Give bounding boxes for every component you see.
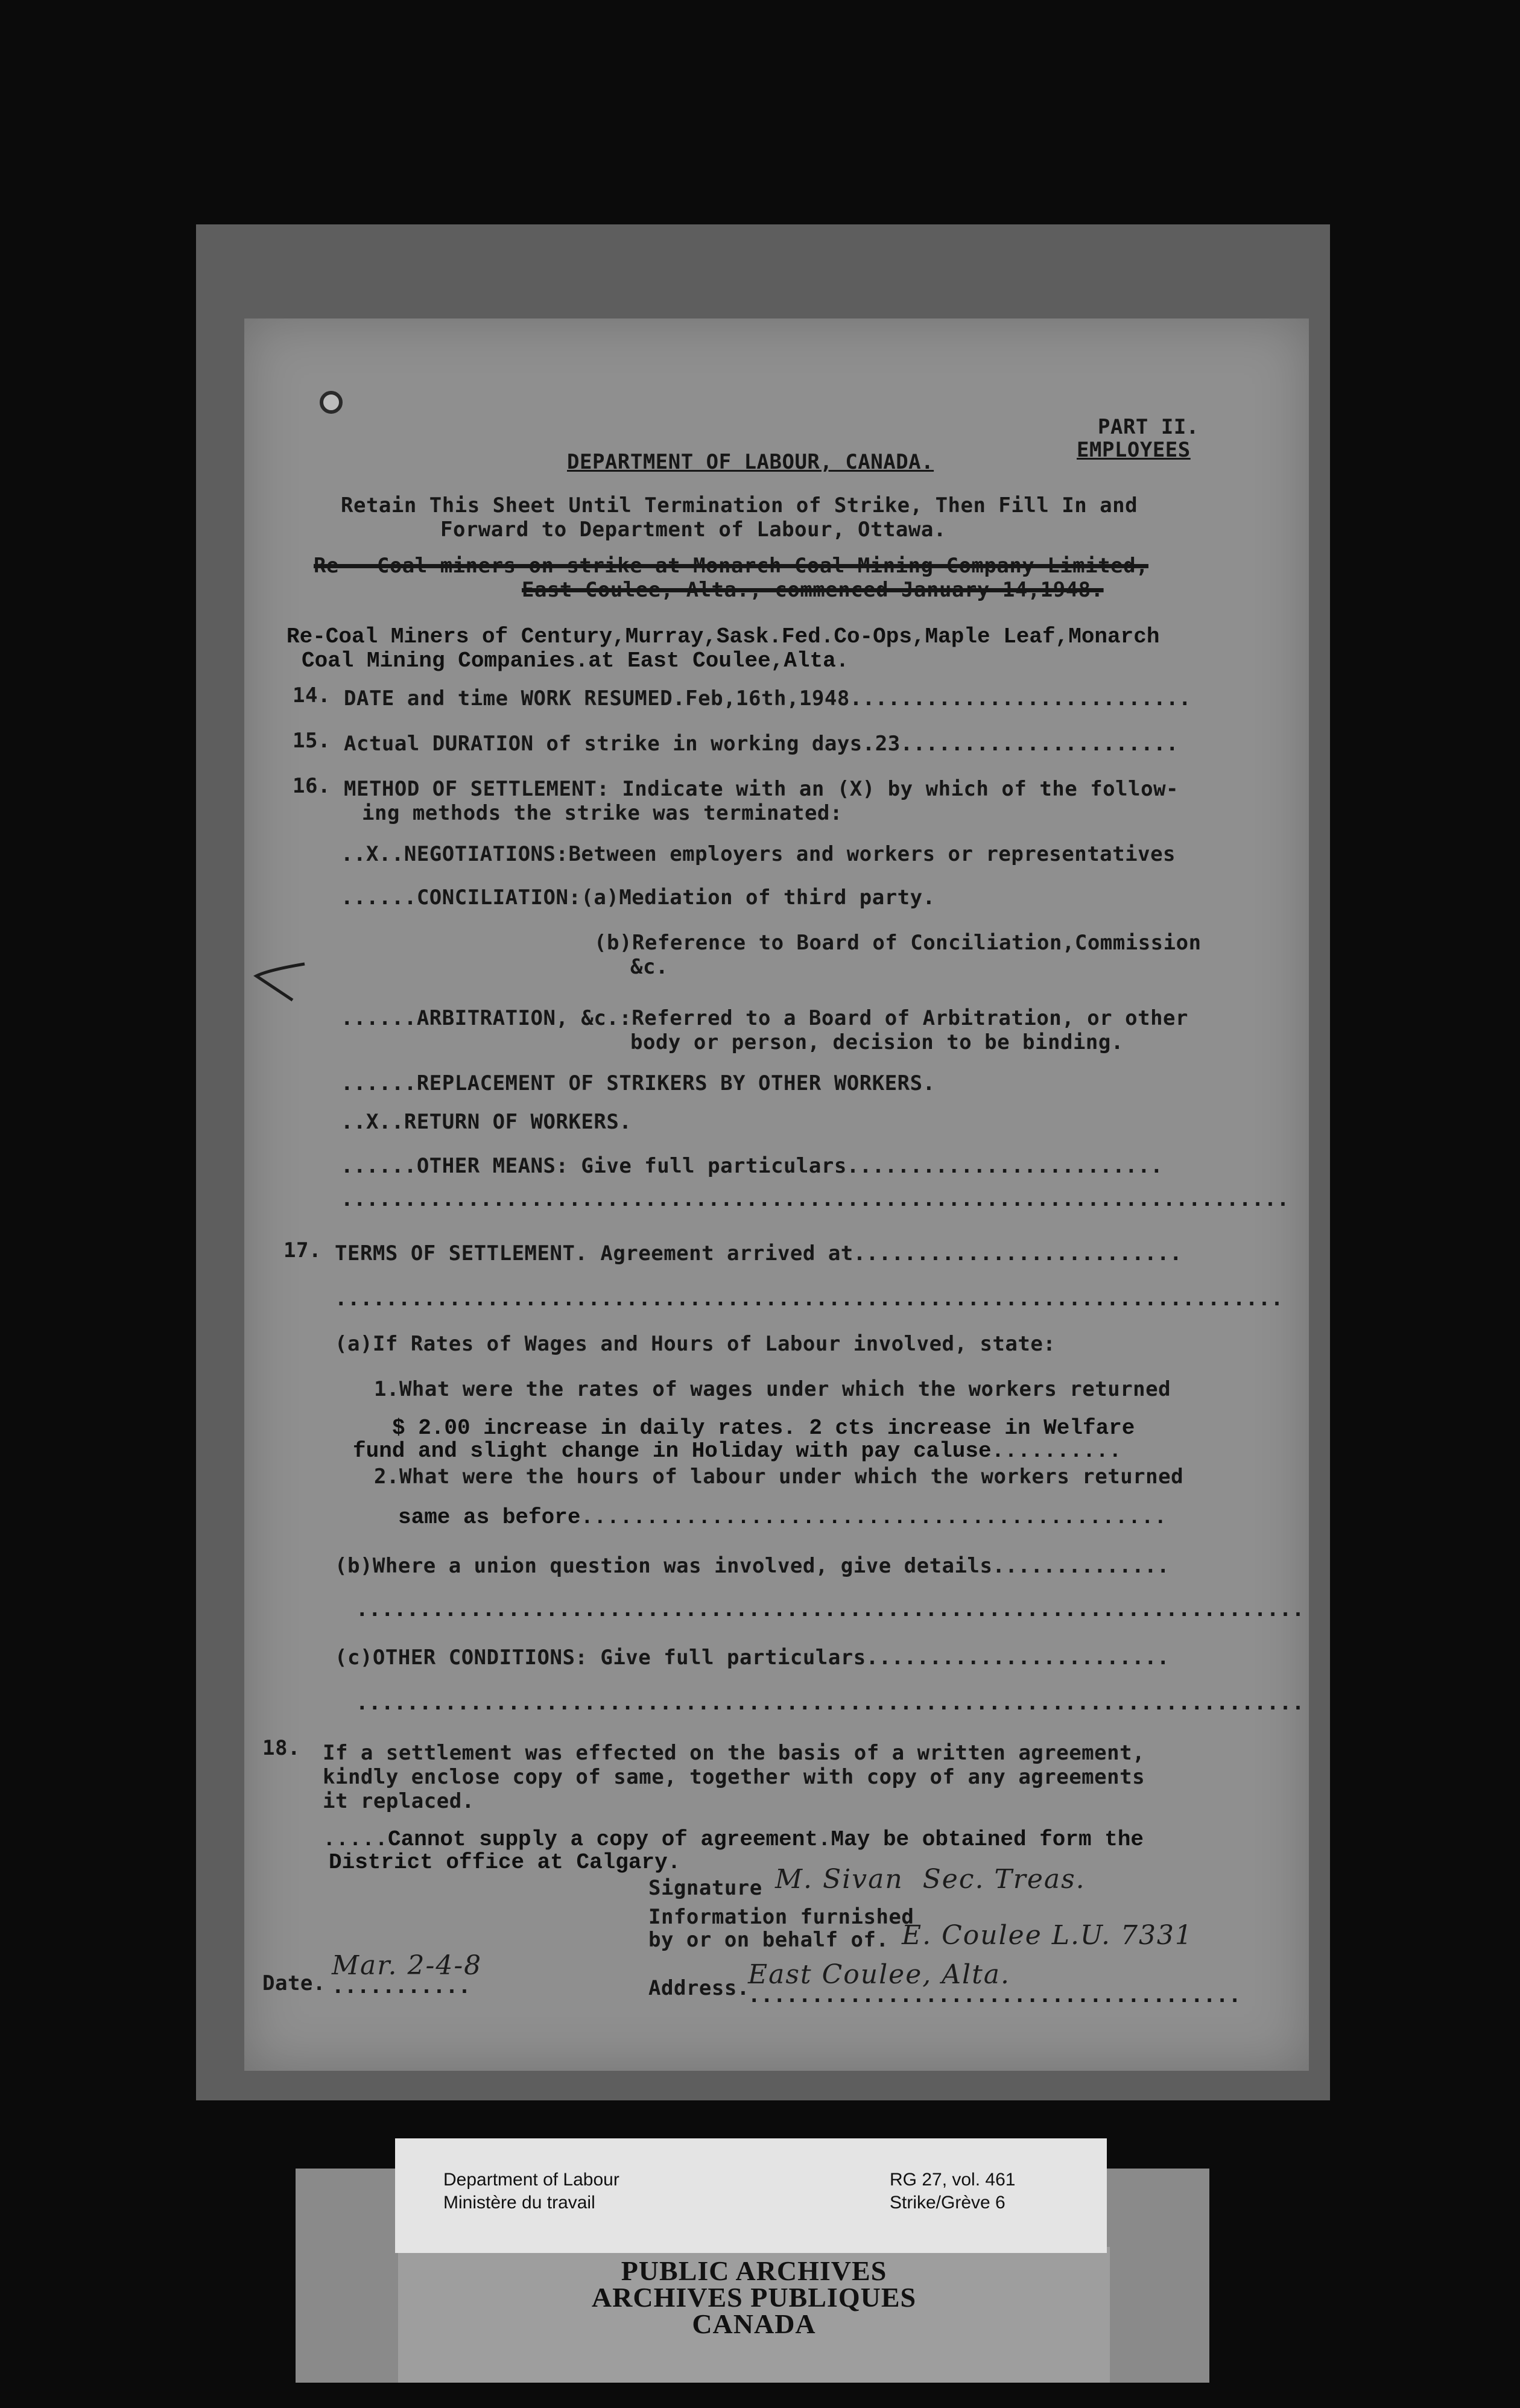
dept-french: Ministère du travail <box>443 2193 595 2213</box>
signature-value: M. Sivan Sec. Treas. <box>775 1864 1086 1895</box>
q15-duration: Actual DURATION of strike in working days.23...................... <box>344 732 1179 756</box>
stamp-line-3: CANADA <box>692 2308 816 2339</box>
method-conciliation-a: ......CONCILIATION:(a)Mediation of third party. <box>341 886 936 910</box>
date-label: Date. <box>262 1971 326 1995</box>
info-furnished-1: Information furnished <box>648 1905 914 1929</box>
method-negotiations: ..X..NEGOTIATIONS:Between employers and workers or representatives <box>341 842 1176 866</box>
margin-check-mark <box>244 958 311 1006</box>
q17c-dots: ........................................................................... <box>356 1691 1305 1715</box>
punch-hole <box>320 391 343 414</box>
q16-method-line-2: ing methods the strike was terminated: <box>362 801 843 825</box>
q17a2-answer: same as before............................................. <box>398 1505 1167 1530</box>
method-other: ......OTHER MEANS: Give full particulars......................... <box>341 1154 1164 1178</box>
q17a1-answer-1: $ 2.00 increase in daily rates. 2 cts increase in Welfare <box>392 1416 1135 1440</box>
q18-answer-2: District office at Calgary. <box>329 1850 681 1875</box>
method-conciliation-b-1: (b)Reference to Board of Conciliation,Commission <box>594 931 1202 955</box>
strike-report-form <box>244 318 1309 2071</box>
re-typed-line-2: Coal Mining Companies.at East Coulee,Alta. <box>302 648 849 673</box>
instructions-line-1: Retain This Sheet Until Termination of Strike, Then Fill In and <box>341 493 1138 518</box>
q16-number: 16. <box>293 774 331 798</box>
method-arbitration-2: body or person, decision to be binding. <box>630 1030 1124 1054</box>
method-arbitration-1: ......ARBITRATION, &c.:Referred to a Board of Arbitration, or other <box>341 1006 1188 1030</box>
q18-answer-1: .....Cannot supply a copy of agreement.May be obtained form the <box>323 1827 1144 1852</box>
q18-text-3: it replaced. <box>323 1789 475 1813</box>
archive-reference-label <box>395 2138 1107 2253</box>
q17b-dots: ........................................................................... <box>356 1597 1305 1621</box>
q17-terms: TERMS OF SETTLEMENT. Agreement arrived at.......................... <box>335 1241 1182 1266</box>
q18-text-2: kindly enclose copy of same, together with copy of any agreements <box>323 1765 1145 1789</box>
address-label: Address. <box>648 1976 750 2000</box>
q14-number: 14. <box>293 683 331 708</box>
re-struck-line-2: East Coulee, Alta., commenced January 14,1948. <box>522 578 1104 602</box>
stamp-line-1: PUBLIC ARCHIVES <box>621 2255 887 2286</box>
signature-label: Signature <box>648 1876 762 1900</box>
re-struck-line-1: Re - Coal miners on strike at Monarch Coal Mining Company Limited, <box>314 554 1149 578</box>
archive-stamp <box>398 2247 1110 2383</box>
q17a1-rates-question: 1.What were the rates of wages under which the workers returned <box>374 1377 1171 1401</box>
method-conciliation-b-2: &c. <box>630 955 668 979</box>
q17c-other-conditions: (c)OTHER CONDITIONS: Give full particulars........................ <box>335 1646 1170 1670</box>
re-typed-line-1: Re-Coal Miners of Century,Murray,Sask.Fed.Co-Ops,Maple Leaf,Monarch <box>287 624 1160 649</box>
q17-dots: ........................................................................... <box>335 1287 1284 1311</box>
department-heading: DEPARTMENT OF LABOUR, CANADA. <box>567 450 934 474</box>
q14-date-resumed: DATE and time WORK RESUMED.Feb,16th,1948........................... <box>344 686 1191 711</box>
q18-text-1: If a settlement was effected on the basis of a written agreement, <box>323 1741 1145 1765</box>
record-group: RG 27, vol. 461 <box>890 2170 1016 2190</box>
q18-number: 18. <box>262 1736 300 1760</box>
info-furnished-2: by or on behalf of. <box>648 1928 889 1952</box>
dept-english: Department of Labour <box>443 2170 619 2190</box>
part-label: PART II. <box>1098 415 1199 439</box>
stamp-line-2: ARCHIVES PUBLIQUES <box>591 2282 917 2313</box>
employees-label: EMPLOYEES <box>1077 438 1191 462</box>
strike-number: Strike/Grève 6 <box>890 2193 1005 2213</box>
q17a-wages-hours: (a)If Rates of Wages and Hours of Labour involved, state: <box>335 1332 1056 1356</box>
method-replacement: ......REPLACEMENT OF STRIKERS BY OTHER WORKERS. <box>341 1071 936 1095</box>
q15-number: 15. <box>293 729 331 753</box>
date-dots: ........... <box>332 1974 471 1998</box>
q17-number: 17. <box>283 1238 321 1263</box>
q17a2-hours-question: 2.What were the hours of labour under which the workers returned <box>374 1465 1184 1489</box>
q17a1-answer-2: fund and slight change in Holiday with pay caluse.......... <box>353 1439 1122 1463</box>
info-furnished-value: E. Coulee L.U. 7331 <box>902 1920 1193 1951</box>
address-dots: ....................................... <box>748 1983 1241 2007</box>
method-other-dots: ........................................................................... <box>341 1187 1290 1211</box>
method-return: ..X..RETURN OF WORKERS. <box>341 1110 632 1134</box>
q16-method-line-1: METHOD OF SETTLEMENT: Indicate with an (X) by which of the follow- <box>344 777 1179 801</box>
address-value: East Coulee, Alta. <box>748 1959 1010 1990</box>
instructions-line-2: Forward to Department of Labour, Ottawa. <box>440 518 946 542</box>
date-value: Mar. 2-4-8 <box>332 1950 483 1981</box>
q17b-union-question: (b)Where a union question was involved, give details.............. <box>335 1554 1170 1578</box>
